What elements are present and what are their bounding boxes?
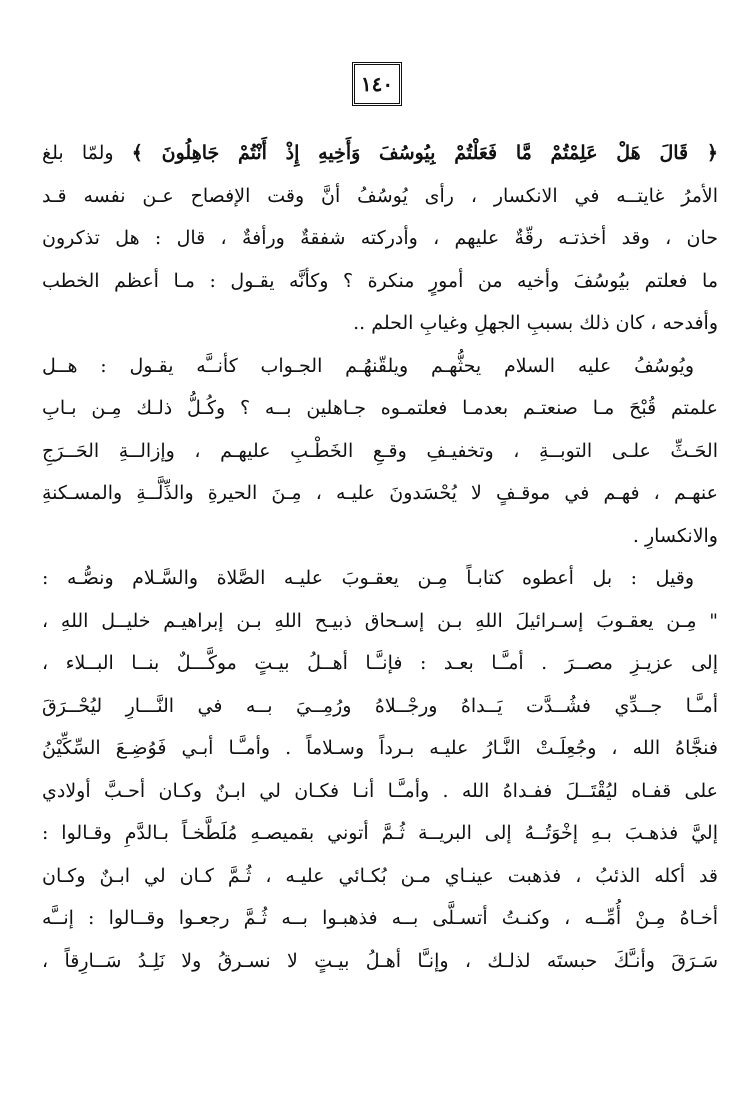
text-line-16: على قفـاه ليُقْتَــلَ ففـداهُ الله . وأمـَّـا أنـا فكـان لي ابـنٌ وكـان أحـبَّ أولادي — [42, 779, 718, 802]
text-line-17: إليَّ فذهـبَ بـهِ إخْوَتُــهُ إلى البريــة ثُـمَّ أتوني بقميصـهِ مُلَطَّخـاً بـالدَّمِ وقـالوا : — [42, 822, 718, 844]
text-line-7: علمتم قُبْحَ مـا صنعتـم بعدمـا فعلتمـوه جـاهلين بــه ؟ وكُـلُّ ذلـك مِـن بـابِ — [42, 397, 718, 419]
line-text: ولمّا بلغ — [42, 142, 132, 164]
text-line-20: سَـرَقَ وأنـَّكَ حبستَه لذلـك ، وإنـَّا أهـلُ بيـتٍ لا نسـرقُ ولا نَلِـدُ سَــارِقاً ، — [42, 949, 718, 972]
text-line-13: إلى عزيـزِ مصــرَ . أمـَّـا بعـد : فإنـَّـا أهــلُ بيـتٍ موكَّـــلٌ بنــا البــلاء ، — [42, 652, 718, 674]
text-line-19: أخـاهُ مِـنْ أُمِّــه ، وكنـتُ أتسـلَّى بــه فذهبـوا بــه ثُـمَّ رجعـوا وقــالوا : إنــَّه — [42, 907, 718, 929]
quran-verse: ﴿ قَالَ هَلْ عَلِمْتُمْ مَّا فَعَلْتُمْ بِيُوسُفَ وَأَخِيهِ إِذْ أَنْتُمْ جَاهِلُونَ ﴾ — [131, 142, 718, 164]
text-line-2: الأمرُ غايتــه في الانكسار ، رأى يُوسُفُ أنَّ وقت الإفصاح عـن نفسه قـد — [42, 184, 718, 207]
page-number: ١٤٠ — [352, 62, 402, 106]
text-line-1 — [42, 132, 718, 175]
text-line-14: أمـَّـا جــدِّي فشُــدَّت يَــداهُ ورجْــلاهُ ورُمِــيَ بــه في النَّـــارِ ليُحْــرَقَ — [42, 694, 718, 717]
text-line-12: " مِـن يعقـوبَ إسـرائيلَ اللهِ بـن إسـحاق ذبيـح اللهِ بـن إبراهيـم خليــل اللهِ ، — [42, 609, 718, 632]
text-line-10: والانكسارِ . — [632, 524, 718, 547]
text-line-4: ما فعلتم بيُوسُفَ وأخيه من أمورٍ منكرة ؟ وكأنَّه يقـول : مـا أعظم الخطب — [42, 269, 718, 292]
text-line-9: عنهـم ، فهـم في موقـفٍ لا يُحْسَدونَ عليـه ، مِـنَ الحيرةِ والذِّلَّــةِ والمسـكنةِ — [42, 482, 718, 504]
text-line-8: الحَـثِّ علـى التوبــةِ ، وتخفيـفِ وقـعِ الخَطْـبِ عليهـم ، وإزالــةِ الحَــرَجِ — [42, 439, 718, 462]
text-line-6: ويُوسُفُ عليه السلام يحثُّهـم ويلقّنهُـم الجـواب كأنــَّه يقـول : هــل — [42, 354, 694, 377]
page-text — [42, 132, 718, 982]
text-line-15: فنجَّاهُ الله ، وجُعِلَـتْ النَّـارُ عليـه بـرداً وسـلاماً . وأمـَّـا أبـي فَوُضِـعَ السِّكِّيْنُ — [42, 737, 718, 759]
text-line-18: قد أكله الذئبُ ، فذهبت عينـاي مـن بُكـائي عليـه ، ثُـمَّ كـان لي ابـنٌ وكـان — [42, 864, 718, 887]
text-line-5: وأفدحه ، كان ذلك بسببِ الجهلِ وغيابِ الحلم .. — [353, 312, 718, 334]
text-line-3: حان ، وقد أخذتـه رقّةٌ عليهم ، وأدركته شفقةٌ ورأفةٌ ، قال : هل تذكرون — [42, 227, 718, 249]
text-line-11: وقيل : بل أعطوه كتابـاً مِـن يعقـوبَ عليـه الصَّلاة والسَّـلام ونصُّـه : — [42, 567, 694, 589]
